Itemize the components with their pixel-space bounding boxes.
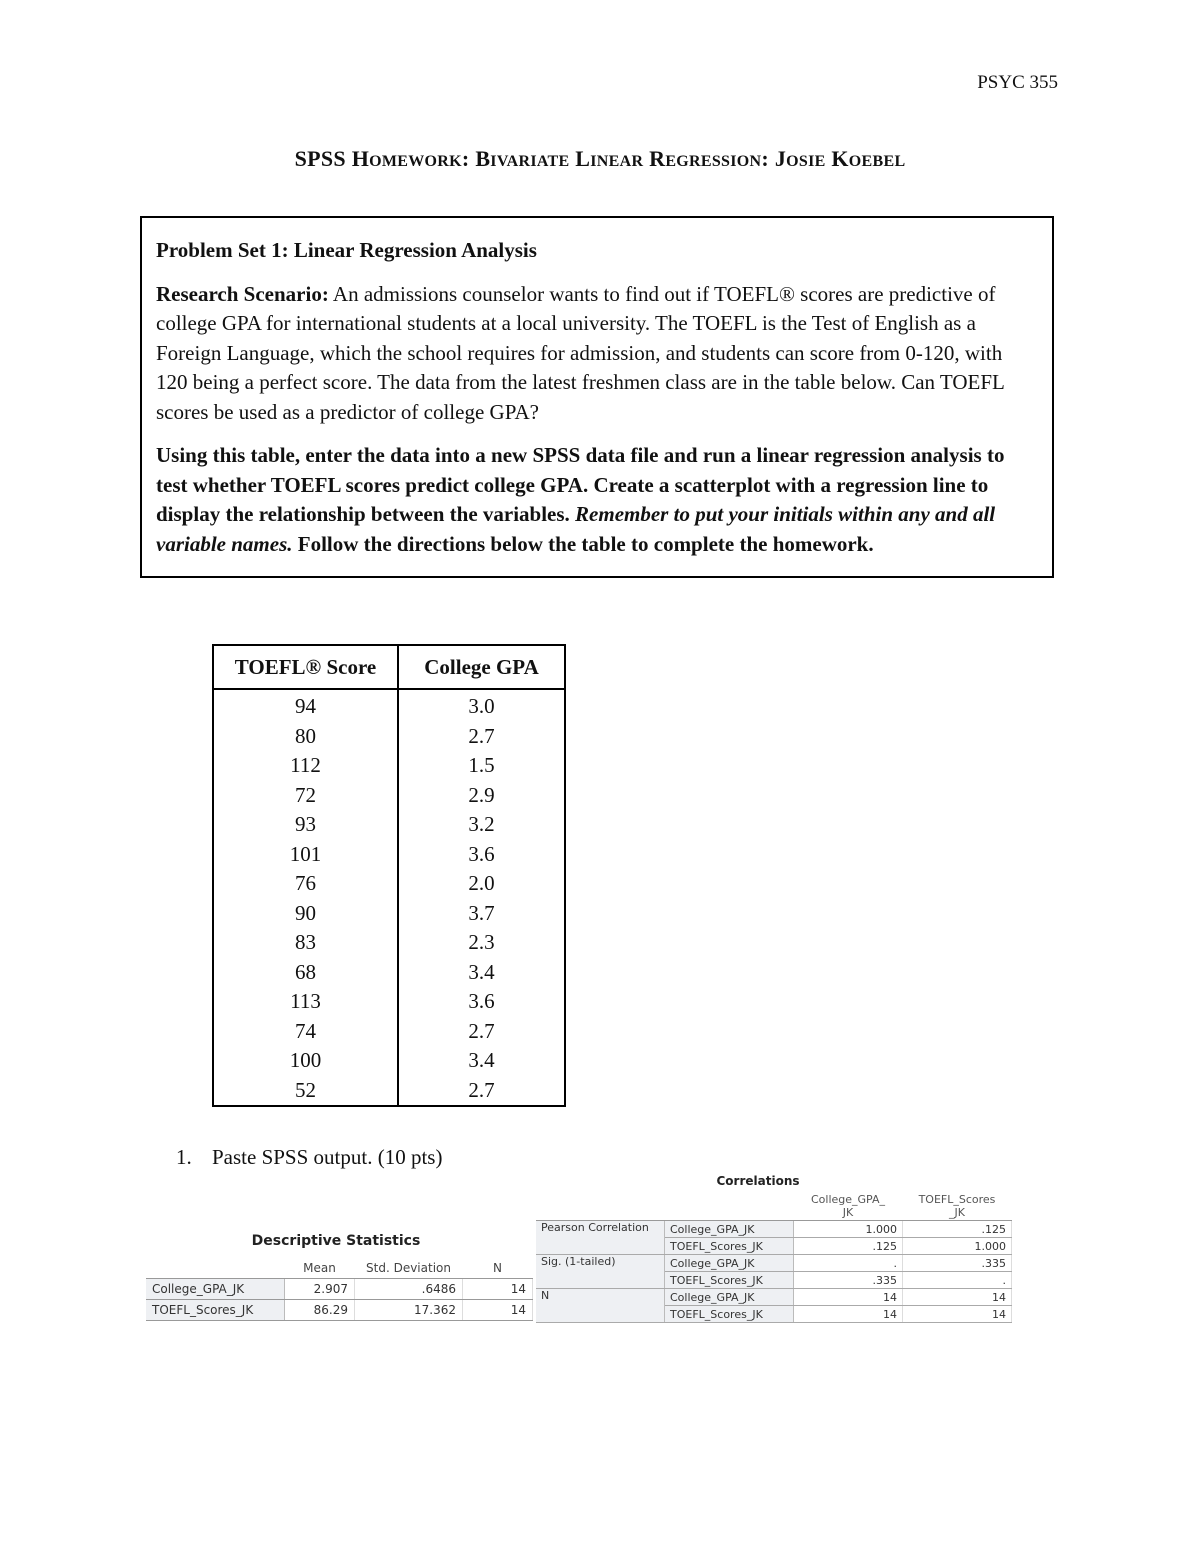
desc-header-sd: Std. Deviation xyxy=(355,1258,463,1279)
table-row: 52 2.7 xyxy=(213,1076,565,1107)
correlations-table xyxy=(536,1192,1012,1323)
table-row: 90 3.7 xyxy=(213,899,565,929)
table-row: 80 2.7 xyxy=(213,722,565,752)
table-row: Pearson Correlation College_GPA_JK 1.000 .125 xyxy=(536,1221,1012,1238)
desc-header-mean: Mean xyxy=(285,1258,355,1279)
table-row: Sig. (1-tailed) College_GPA_JK . .335 xyxy=(536,1255,1012,1272)
table-row: 100 3.4 xyxy=(213,1046,565,1076)
correlations-title: Correlations xyxy=(716,1174,800,1188)
question-1: 1. Paste SPSS output. (10 pts) xyxy=(176,1145,443,1169)
table-row: 101 3.6 xyxy=(213,840,565,870)
problem-set-title: Problem Set 1: Linear Regression Analysis xyxy=(156,238,537,262)
table-row: 74 2.7 xyxy=(213,1017,565,1047)
document-title: SPSS HOMEWORK: BIVARIATE LINEAR REGRESSION: JOSIE KOEBEL xyxy=(294,146,906,171)
desc-header-n: N xyxy=(463,1258,533,1279)
table-row: 68 3.4 xyxy=(213,958,565,988)
header-toefl-score: TOEFL® Score xyxy=(213,645,398,689)
corr-col-gpa: College_GPA_ JK xyxy=(794,1192,903,1221)
table-row: TOEFL_Scores_JK 86.29 17.362 14 xyxy=(146,1300,533,1321)
descriptive-stats-title: Descriptive Statistics xyxy=(251,1233,421,1249)
table-row: 113 3.6 xyxy=(213,987,565,1017)
table-row: 112 1.5 xyxy=(213,751,565,781)
table-row: 94 3.0 xyxy=(213,689,565,722)
table-row: N College_GPA_JK 14 14 xyxy=(536,1289,1012,1306)
corr-col-toefl: TOEFL_Scores _JK xyxy=(903,1192,1012,1221)
table-row: TOEFL_Scores_JK .335 . xyxy=(536,1272,1012,1289)
course-header: PSYC 355 xyxy=(977,72,1058,93)
table-row: TOEFL_Scores_JK .125 1.000 xyxy=(536,1238,1012,1255)
table-row: 76 2.0 xyxy=(213,869,565,899)
table-row: 72 2.9 xyxy=(213,781,565,811)
research-scenario: Research Scenario: An admissions counselor wants to find out if TOEFL® scores are predictive of college GPA for international students at a local university. The TOEFL is the Test of English as a Foreign Language, which the school requires for admission, and students can score from 0-120, with 120 being a perfect score. The data from the latest freshmen class are in the table below. Can TOEFL scores be used as a predictor of college GPA? xyxy=(156,281,1005,424)
table-row: 93 3.2 xyxy=(213,810,565,840)
problem-set-box xyxy=(140,216,1054,578)
table-row: 83 2.3 xyxy=(213,928,565,958)
header-college-gpa: College GPA xyxy=(398,645,565,689)
instructions: Using this table, enter the data into a new SPSS data file and run a linear regression analysis to test whether TOEFL scores predict college GPA. Create a scatterplot with a regression line to display the relationship between the variables. Remember to put your initials within any and all variable names. Follow the directions below the table to complete the homework. xyxy=(156,443,1005,556)
descriptive-stats-table xyxy=(146,1258,533,1321)
toefl-gpa-table xyxy=(212,644,566,1107)
table-row: TOEFL_Scores_JK 14 14 xyxy=(536,1306,1012,1323)
table-row: College_GPA_JK 2.907 .6486 14 xyxy=(146,1279,533,1300)
